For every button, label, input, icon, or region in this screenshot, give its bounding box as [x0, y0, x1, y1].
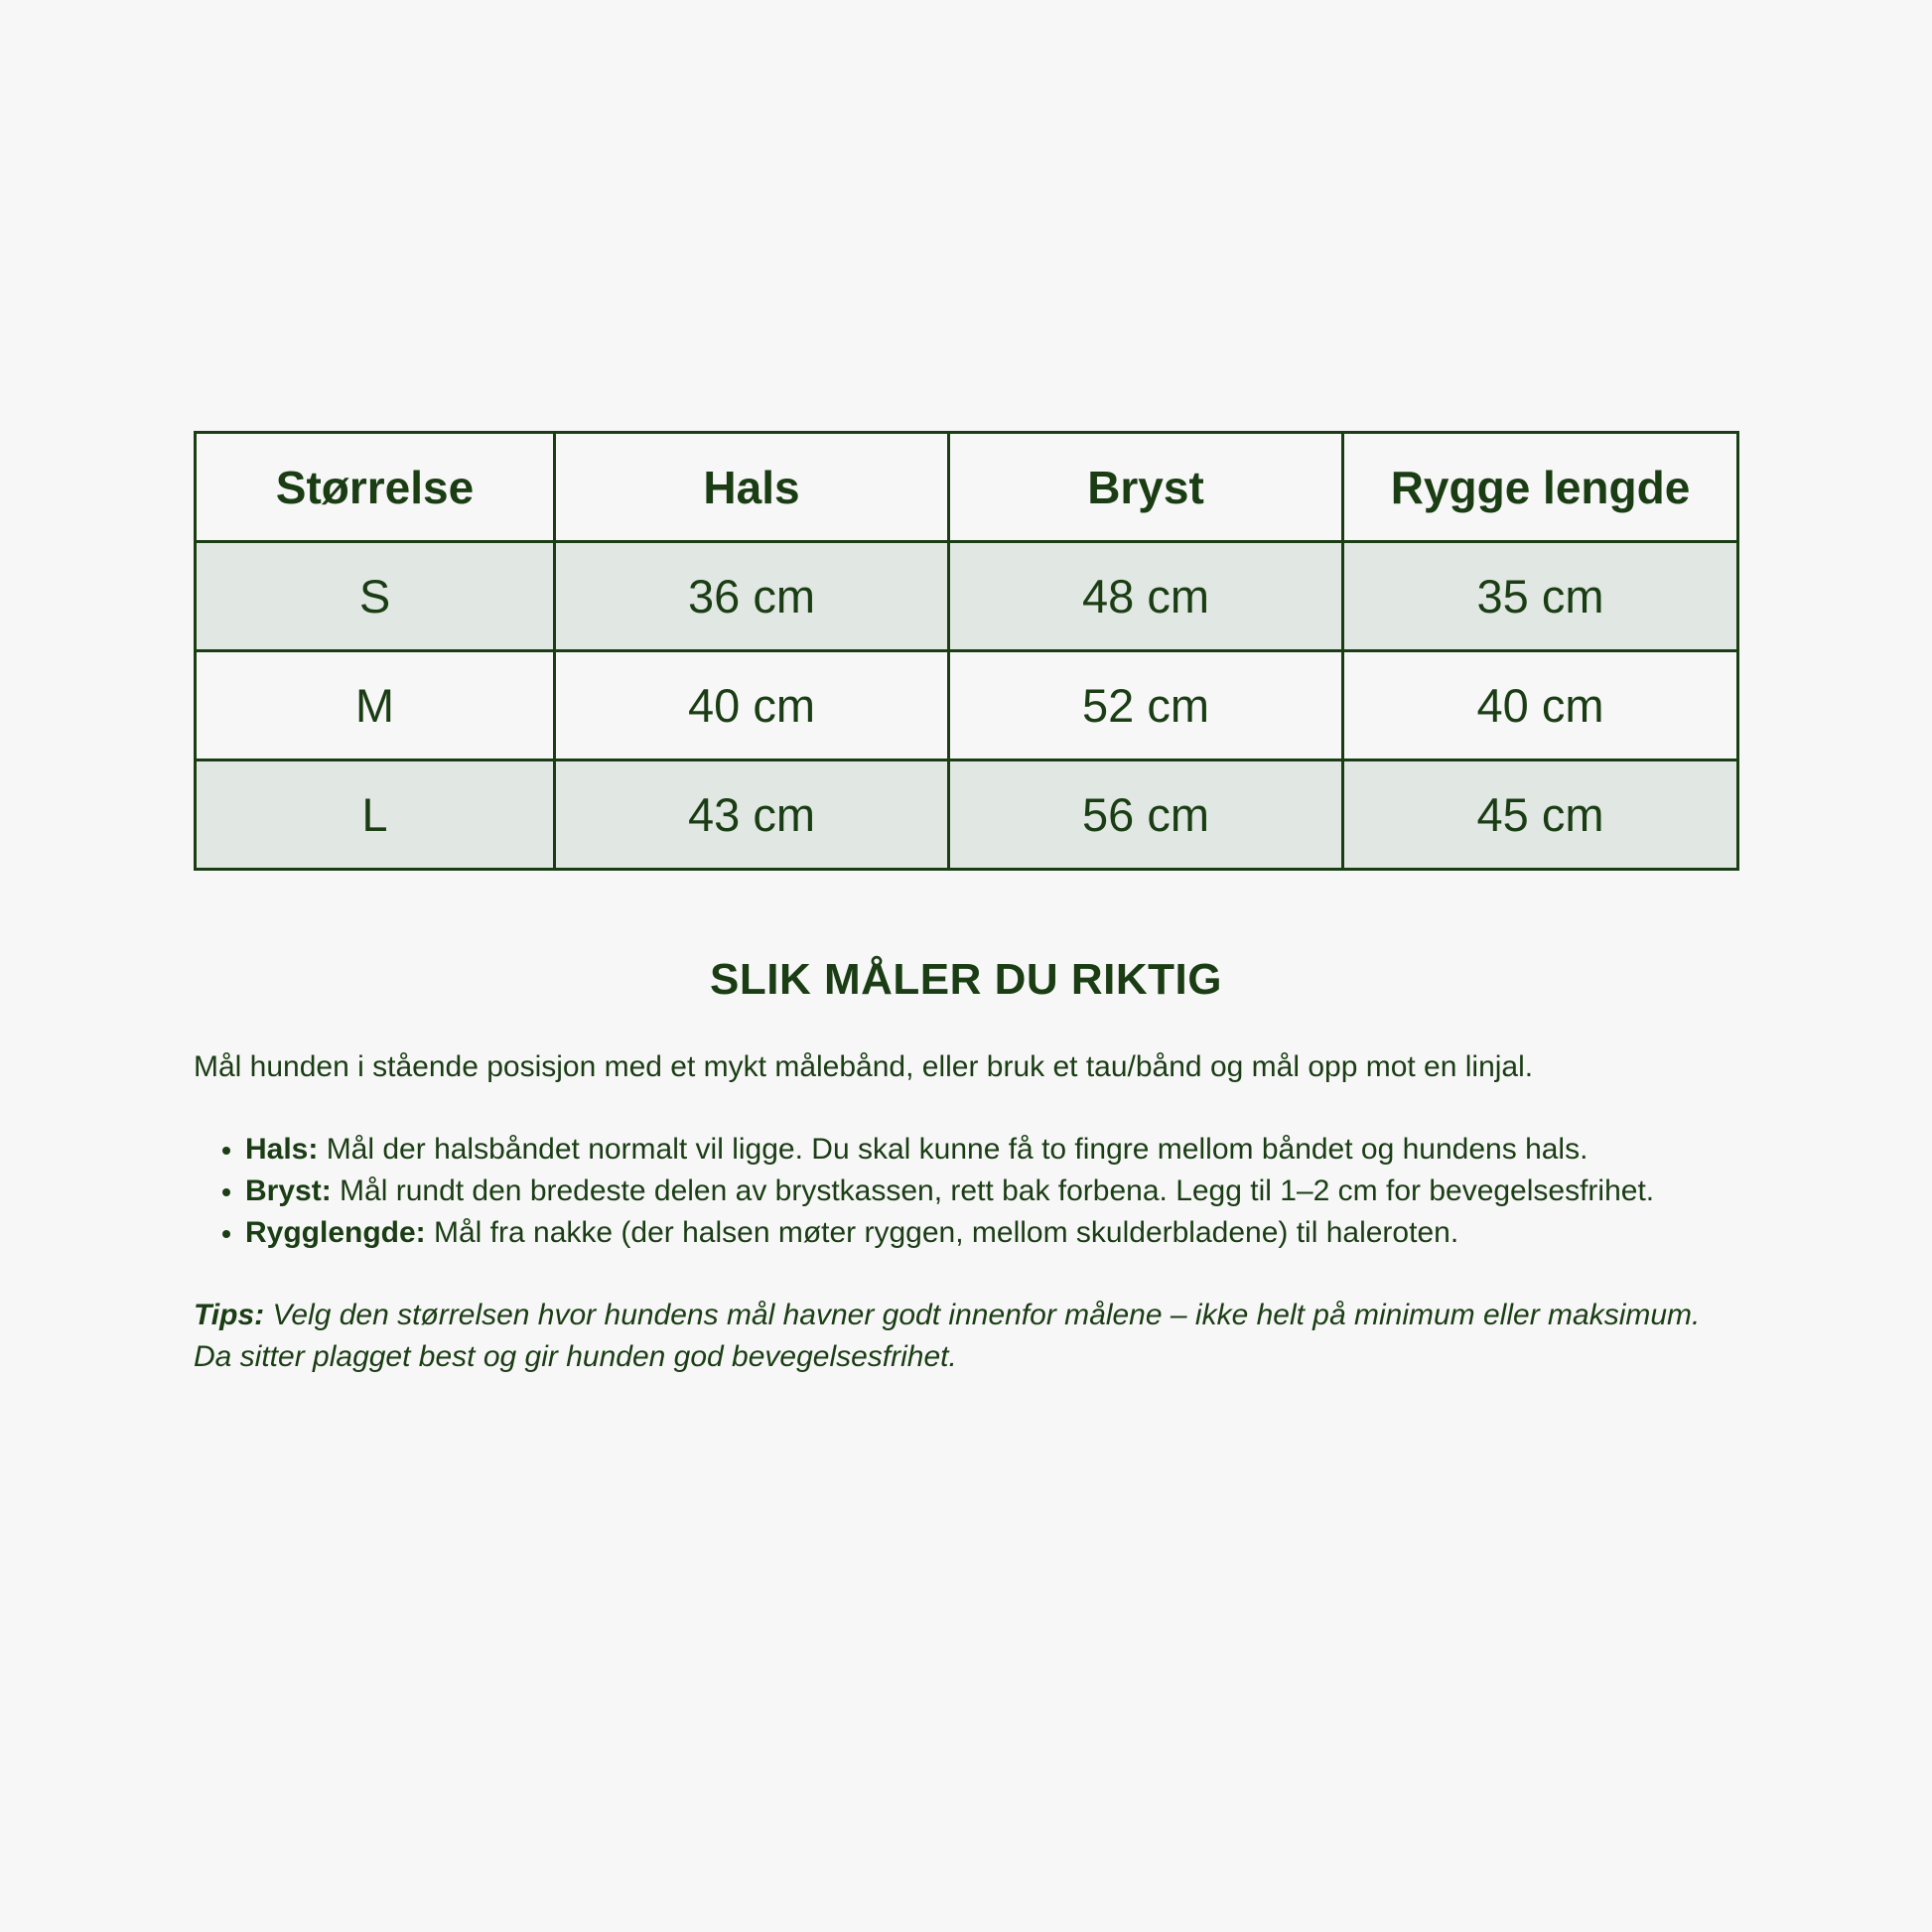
table-row: [196, 651, 1738, 760]
cell-size: L: [196, 760, 555, 870]
tip-note: [194, 1295, 1742, 1378]
measuring-guide: [194, 1046, 1742, 1378]
cell-neck: 43 cm: [555, 760, 949, 870]
tip-text: Velg den størrelsen hvor hundens mål havner godt innenfor målene – ikke helt på minimum eller maksimum. Da sitter plagget best og gir hunden god bevegelsesfrihet.: [194, 1299, 1701, 1373]
cell-size: M: [196, 651, 555, 760]
guide-intro: Mål hunden i stående posisjon med et mykt målebånd, eller bruk et tau/bånd og mål opp mot en linjal.: [194, 1050, 1534, 1083]
size-chart-table: [194, 431, 1739, 871]
measurement-list: [194, 1129, 1742, 1254]
measuring-guide-title: SLIK MÅLER DU RIKTIG: [710, 955, 1222, 1004]
header-back-length: Rygge lengde: [1343, 433, 1738, 542]
cell-neck: 40 cm: [555, 651, 949, 760]
measurement-description: Mål fra nakke (der halsen møter ryggen, mellom skulderbladene) til haleroten.: [425, 1216, 1459, 1249]
list-item: [245, 1212, 1742, 1254]
list-item: [245, 1171, 1742, 1212]
header-neck: Hals: [555, 433, 949, 542]
cell-back-length: 40 cm: [1343, 651, 1738, 760]
measurement-description: Mål der halsbåndet normalt vil ligge. Du skal kunne få to fingre mellom båndet og hundens hals.: [318, 1133, 1588, 1166]
cell-chest: 52 cm: [949, 651, 1343, 760]
list-item: [245, 1129, 1742, 1171]
cell-back-length: 45 cm: [1343, 760, 1738, 870]
cell-back-length: 35 cm: [1343, 542, 1738, 651]
table-row: [196, 760, 1738, 870]
cell-chest: 48 cm: [949, 542, 1343, 651]
header-chest: Bryst: [949, 433, 1343, 542]
header-size: Størrelse: [196, 433, 555, 542]
measurement-term: Rygglengde:: [245, 1216, 426, 1249]
measurement-description: Mål rundt den bredeste delen av brystkassen, rett bak forbena. Legg til 1–2 cm for bevegelsesfrihet.: [331, 1174, 1655, 1207]
table-header-row: [196, 433, 1738, 542]
measurement-term: Hals:: [245, 1133, 319, 1166]
cell-size: S: [196, 542, 555, 651]
cell-neck: 36 cm: [555, 542, 949, 651]
table-row: [196, 542, 1738, 651]
tip-label: Tips:: [194, 1299, 265, 1331]
measurement-term: Bryst:: [245, 1174, 332, 1207]
cell-chest: 56 cm: [949, 760, 1343, 870]
